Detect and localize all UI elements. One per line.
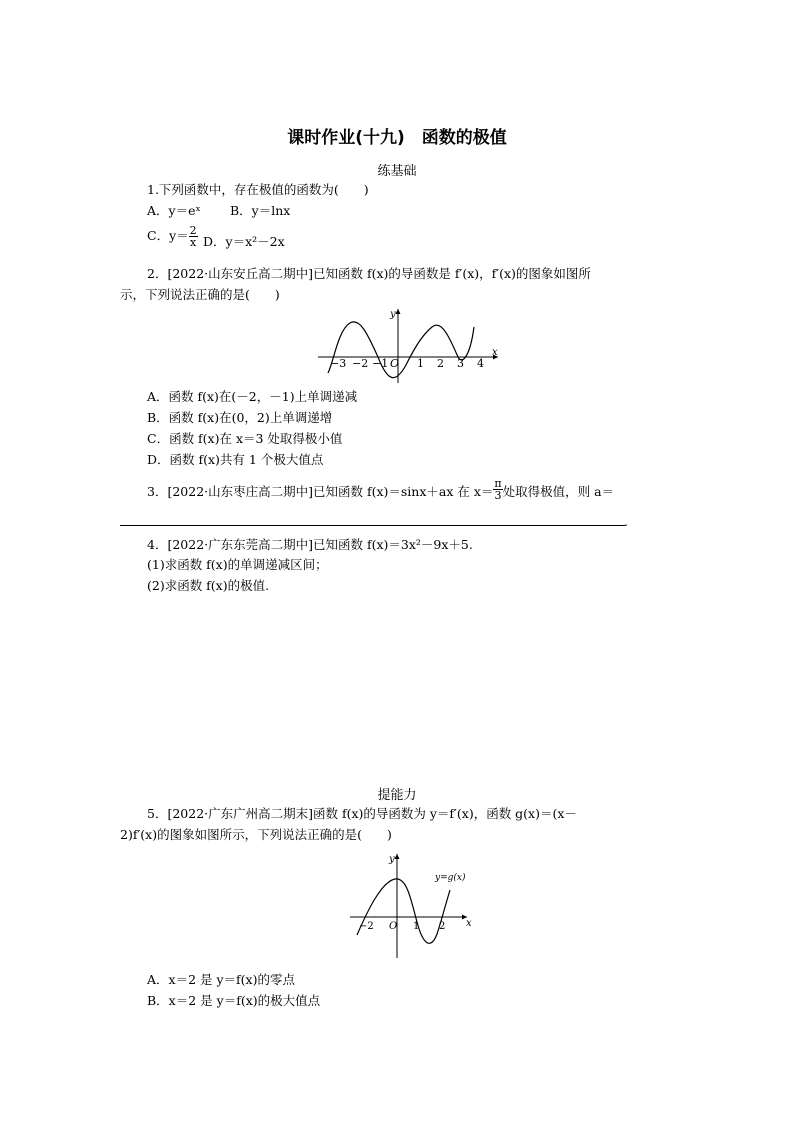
q1-option-d: D．y＝x²－2x [203, 234, 285, 249]
q1-option-c-denominator: x [190, 236, 197, 249]
q2-tick-label: −1 [372, 357, 389, 370]
q1-option-a: A．y＝eˣ [147, 203, 201, 218]
q2-stem-line1: 2．[2022·山东安丘高二期中]已知函数 f(x)的导函数是 f′(x)，f′(x)的图象如图所 [147, 266, 591, 281]
q2-x-label: x [492, 347, 498, 358]
page-title: 课时作业(十九) 函数的极值 [287, 128, 507, 148]
q5-tick-label: −2 [359, 921, 374, 932]
q1-option-c-numerator: 2 [189, 224, 197, 237]
q2-derivative-graph [310, 305, 510, 385]
q5-y-label: y [389, 854, 395, 865]
q2-option-c: C．函数 f(x)在 x＝3 处取得极小值 [147, 431, 343, 446]
q1-option-c-prefix: C．y＝ [147, 228, 189, 243]
q5-x-label: x [466, 918, 472, 929]
q2-tick-label: 3 [457, 357, 464, 370]
q5-option-b: B．x＝2 是 y＝f(x)的极大值点 [147, 993, 321, 1008]
q2-y-label: y [390, 309, 396, 320]
q4-part-1: (1)求函数 f(x)的单调递减区间； [147, 557, 328, 572]
q2-option-d: D．函数 f(x)共有 1 个极大值点 [147, 452, 324, 467]
q2-option-a: A．函数 f(x)在(－2，－1)上单调递减 [147, 389, 358, 404]
q2-origin-label: O [390, 357, 400, 370]
q3-fraction-denominator: 3 [494, 489, 502, 502]
q5-g-graph [345, 850, 480, 960]
q2-derivative-curve [328, 322, 474, 378]
section-heading-basic: 练基础 [377, 164, 417, 179]
q5-stem-line1: 5．[2022·广东广州高二期末]函数 f(x)的导函数为 y＝f′(x)，函数 g(x)＝(x－ [147, 806, 577, 821]
q5-g-curve [357, 879, 450, 943]
q3-stem-prefix: 3．[2022·山东枣庄高二期中]已知函数 f(x)＝sinx＋ax 在 x＝ [147, 484, 494, 499]
q2-tick-label: −2 [352, 357, 369, 370]
q5-tick-label: 2 [439, 921, 446, 932]
q2-tick-label: −3 [330, 357, 347, 370]
q1-option-b: B．y＝lnx [230, 203, 291, 218]
q2-tick-label: 1 [417, 357, 424, 370]
q3-fraction-numerator: π [494, 477, 502, 490]
q3-fraction [493, 478, 502, 501]
q1-option-c [147, 225, 198, 248]
q3-stem [147, 477, 615, 502]
q2-stem-line2: 示，下列说法正确的是( ) [120, 287, 280, 302]
q3-stem-suffix: 处取得极值，则 a＝ [502, 484, 615, 499]
q1-stem: 1.下列函数中，存在极值的函数为( ) [147, 182, 369, 197]
q5-option-a: A．x＝2 是 y＝f(x)的零点 [147, 972, 295, 987]
q5-y-axis-arrow [395, 854, 400, 859]
q5-curve-label: y=g(x) [435, 873, 466, 883]
q2-option-b: B．函数 f(x)在(0，2)上单调递增 [147, 410, 333, 425]
section-heading-advanced: 提能力 [377, 788, 417, 803]
q2-tick-label: 4 [477, 357, 484, 370]
q5-tick-label: 1 [413, 921, 420, 932]
q3-end-period: . [624, 514, 628, 529]
q2-tick-label: 2 [437, 357, 444, 370]
q5-origin-label: O [389, 921, 398, 932]
q4-part-2: (2)求函数 f(x)的极值. [147, 578, 270, 593]
q1-option-c-fraction [189, 225, 198, 248]
q2-y-axis-arrow [396, 309, 401, 314]
q5-stem-line2: 2)f′(x)的图象如图所示，下列说法正确的是( ) [120, 827, 392, 842]
q4-stem: 4．[2022·广东东莞高二期中]已知函数 f(x)＝3x²－9x＋5. [147, 537, 473, 552]
q3-answer-blank[interactable] [120, 525, 625, 526]
